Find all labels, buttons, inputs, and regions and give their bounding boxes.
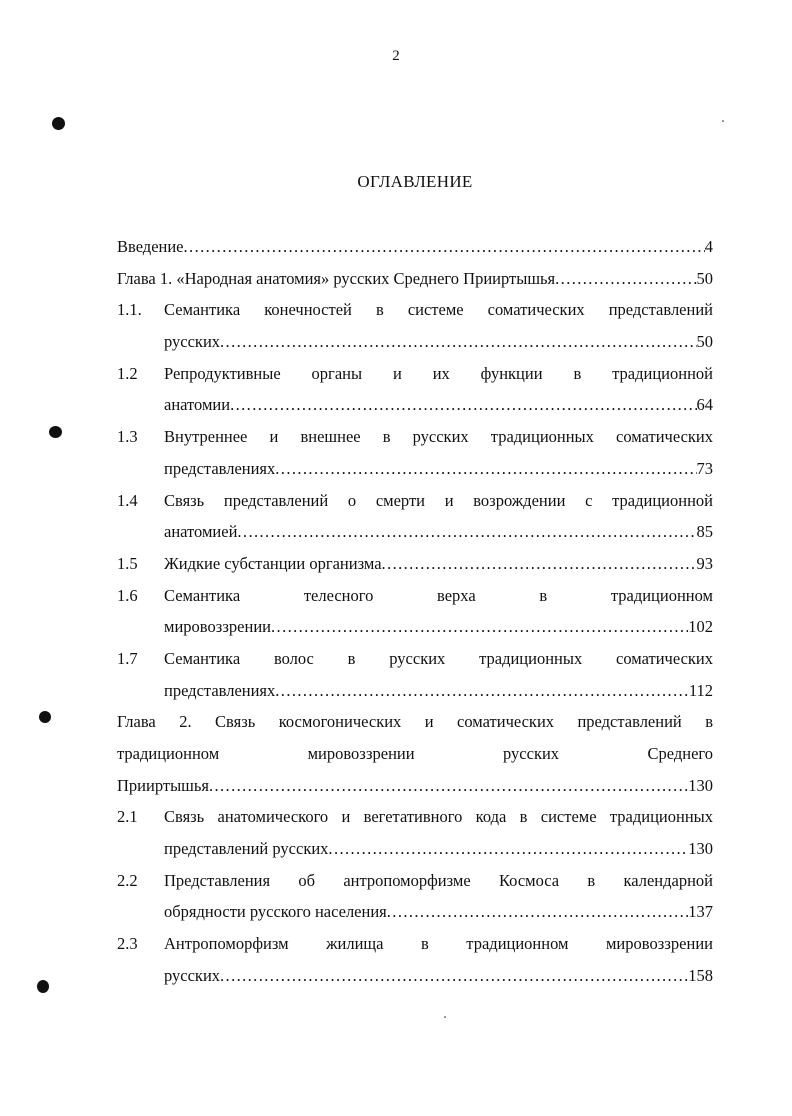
- toc-entry-chapter-2[interactable]: [117, 711, 713, 743]
- entry-page: 93: [696, 553, 713, 573]
- entry-text: представлений русских: [164, 839, 329, 859]
- entry-page: 85: [696, 522, 713, 542]
- leader-dots: [220, 331, 696, 353]
- entry-text: русских: [164, 965, 221, 985]
- entry-text: Связь анатомического и вегетативного кода в системе традиционных: [164, 807, 713, 827]
- entry-page: 137: [688, 902, 713, 922]
- toc-entry-chapter-1[interactable]: [117, 268, 713, 300]
- entry-page: 130: [688, 839, 713, 859]
- entry-page: 4: [704, 237, 713, 256]
- toc-entry-2-2[interactable]: [117, 870, 713, 902]
- toc-entry-1-6[interactable]: [117, 585, 713, 617]
- toc-entry-1-3[interactable]: [117, 426, 713, 458]
- toc-entry-2-2-cont[interactable]: [117, 901, 713, 933]
- toc-entry-1-1[interactable]: [117, 299, 713, 331]
- entry-text: Глава 2. Связь космогонических и соматических представлений в: [117, 712, 713, 732]
- entry-text: Связь представлений о смерти и возрождении с традиционной: [164, 490, 713, 510]
- entry-text: Введение: [117, 237, 184, 256]
- toc-entry-1-2[interactable]: [117, 363, 713, 395]
- entry-text: анатомии: [164, 395, 231, 415]
- section-number: 1.3: [117, 427, 138, 447]
- leader-dots: [387, 901, 688, 923]
- entry-text: Жидкие субстанции организма: [164, 553, 382, 573]
- toc-entry-1-4[interactable]: [117, 490, 713, 522]
- entry-text: представлениях: [164, 680, 276, 700]
- section-number: 2.2: [117, 870, 138, 890]
- toc-entry-1-6-cont[interactable]: [117, 616, 713, 648]
- punch-hole-3: [39, 711, 51, 723]
- section-number: 2.1: [117, 807, 138, 827]
- entry-text: русских: [164, 332, 221, 352]
- toc-entry-2-3[interactable]: [117, 933, 713, 965]
- entry-text: Семантика волос в русских традиционных соматических: [164, 648, 713, 668]
- section-number: 1.4: [117, 490, 138, 510]
- scan-speck: [722, 120, 724, 122]
- table-of-contents: [117, 236, 713, 997]
- section-number: 1.5: [117, 553, 138, 573]
- entry-page: 112: [688, 680, 713, 700]
- leader-dots: [555, 268, 696, 290]
- entry-text: Представления об антропоморфизме Космоса в календарной: [164, 870, 713, 890]
- section-number: 2.3: [117, 934, 138, 954]
- toc-entry-chapter-2-cont[interactable]: [117, 743, 713, 775]
- leader-dots: [230, 394, 696, 416]
- entry-text: Семантика конечностей в системе соматических представлений: [164, 300, 713, 320]
- leader-dots: [382, 553, 697, 575]
- entry-page: 64: [696, 395, 713, 415]
- entry-page: 50: [696, 268, 713, 288]
- leader-dots: [220, 965, 688, 987]
- toc-entry-1-1-cont[interactable]: [117, 331, 713, 363]
- leader-dots: [275, 458, 696, 480]
- entry-text: Прииртышья: [117, 775, 209, 795]
- toc-entry-1-3-cont[interactable]: [117, 458, 713, 490]
- entry-text: представлениях: [164, 458, 276, 478]
- entry-page: 130: [688, 775, 713, 795]
- section-number: 1.2: [117, 363, 138, 383]
- section-number: 1.6: [117, 585, 138, 605]
- entry-text: Внутреннее и внешнее в русских традиционных соматических: [164, 427, 713, 447]
- entry-text: анатомией: [164, 522, 238, 542]
- entry-text: Глава 1. «Народная анатомия» русских Среднего Прииртышья: [117, 268, 556, 288]
- entry-page: 102: [688, 617, 713, 637]
- leader-dots: [275, 680, 689, 702]
- page-number: 2: [392, 48, 400, 64]
- section-number: 1.7: [117, 648, 138, 668]
- leader-dots: [237, 521, 696, 543]
- leader-dots: [271, 616, 688, 638]
- entry-text: традиционном мировоззрении русских Среднего: [117, 744, 713, 763]
- toc-entry-introduction[interactable]: [117, 236, 713, 268]
- leader-dots: [328, 838, 688, 860]
- toc-entry-2-1[interactable]: [117, 806, 713, 838]
- section-number: 1.1.: [117, 300, 142, 320]
- toc-title: ОГЛАВЛЕНИЕ: [357, 172, 473, 191]
- toc-entry-2-3-cont[interactable]: [117, 965, 713, 997]
- entry-text: Антропоморфизм жилища в традиционном мировоззрении: [164, 934, 713, 954]
- toc-entry-2-1-cont[interactable]: [117, 838, 713, 870]
- leader-dots: [184, 236, 705, 258]
- entry-text: мировоззрении: [164, 617, 272, 637]
- leader-dots: [209, 775, 688, 797]
- entry-page: 50: [696, 332, 713, 352]
- punch-hole-1: [52, 117, 65, 130]
- punch-hole-4: [37, 980, 49, 993]
- entry-text: Репродуктивные органы и их функции в традиционной: [164, 363, 713, 383]
- entry-page: 73: [696, 458, 713, 478]
- entry-page: 158: [688, 965, 713, 985]
- toc-entry-1-7[interactable]: [117, 648, 713, 680]
- toc-entry-1-2-cont[interactable]: [117, 394, 713, 426]
- toc-entry-1-7-cont[interactable]: [117, 680, 713, 712]
- toc-entry-1-5[interactable]: [117, 553, 713, 585]
- toc-entry-1-4-cont[interactable]: [117, 521, 713, 553]
- toc-entry-chapter-2-end[interactable]: [117, 775, 713, 807]
- punch-hole-2: [49, 426, 62, 438]
- entry-text: обрядности русского населения: [164, 902, 387, 922]
- scan-speck: [444, 1016, 446, 1018]
- entry-text: Семантика телесного верха в традиционном: [164, 585, 713, 605]
